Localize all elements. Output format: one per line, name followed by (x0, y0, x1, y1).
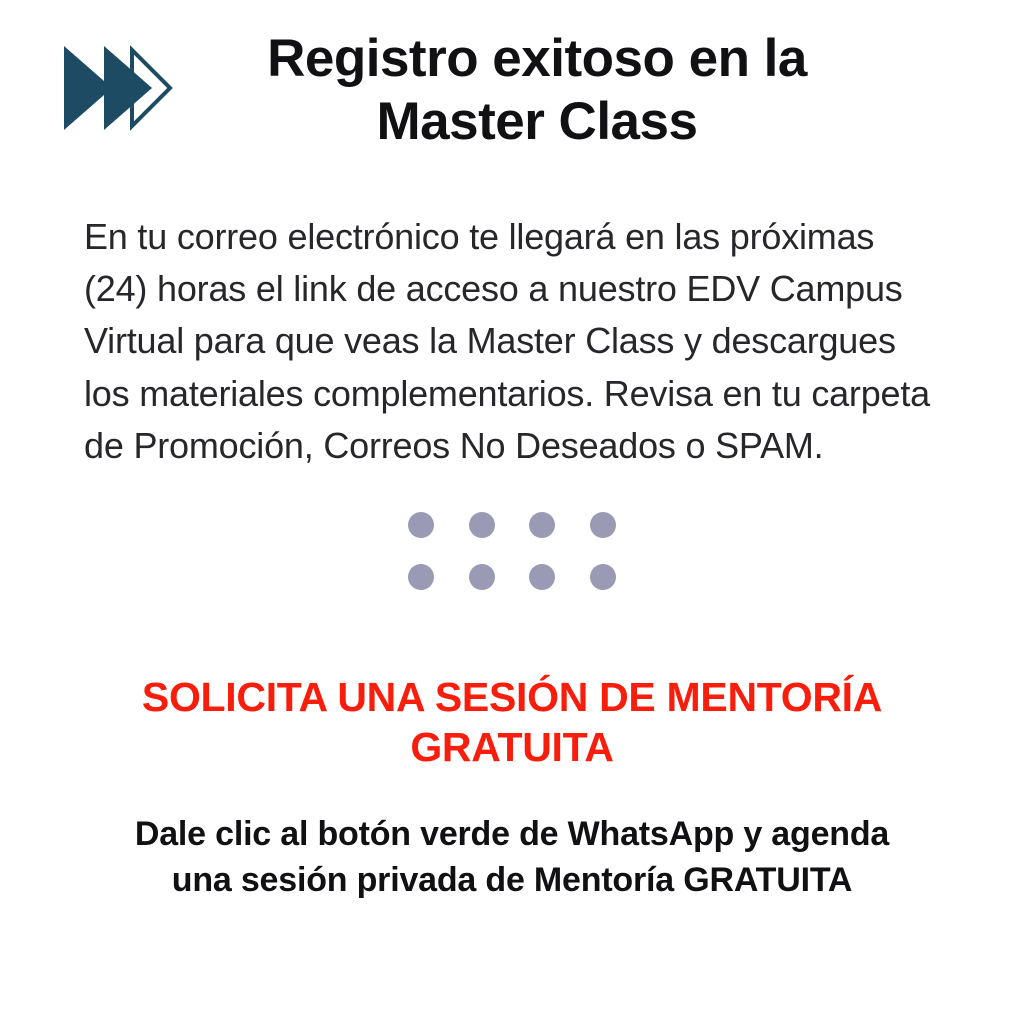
divider-dot (408, 564, 434, 590)
divider-dot (408, 512, 434, 538)
cta-instruction: Dale clic al botón verde de WhatsApp y agenda una sesión privada de Mentoría GRATUITA (134, 815, 890, 899)
divider-dot (590, 512, 616, 538)
page-title: Registro exitoso en la Master Class (267, 29, 807, 151)
page-header (0, 0, 1024, 153)
divider-dot (529, 512, 555, 538)
divider-dot (469, 512, 495, 538)
dot-grid-divider (404, 512, 620, 590)
divider-dot (590, 564, 616, 590)
divider-dot (469, 564, 495, 590)
body-paragraph: En tu correo electrónico te llegará en las próximas (24) horas el link de acceso a nuestro EDV Campus Virtual para que veas la Master Class y descargues los materiales complementarios. Revisa en tu carpeta de Promoción, Correos No Deseados o SPAM. (84, 216, 930, 466)
divider-dot (529, 564, 555, 590)
cta-headline: SOLICITA UNA SESIÓN DE MENTORÍA GRATUITA (141, 674, 883, 771)
double-chevron-right-icon (60, 40, 180, 136)
